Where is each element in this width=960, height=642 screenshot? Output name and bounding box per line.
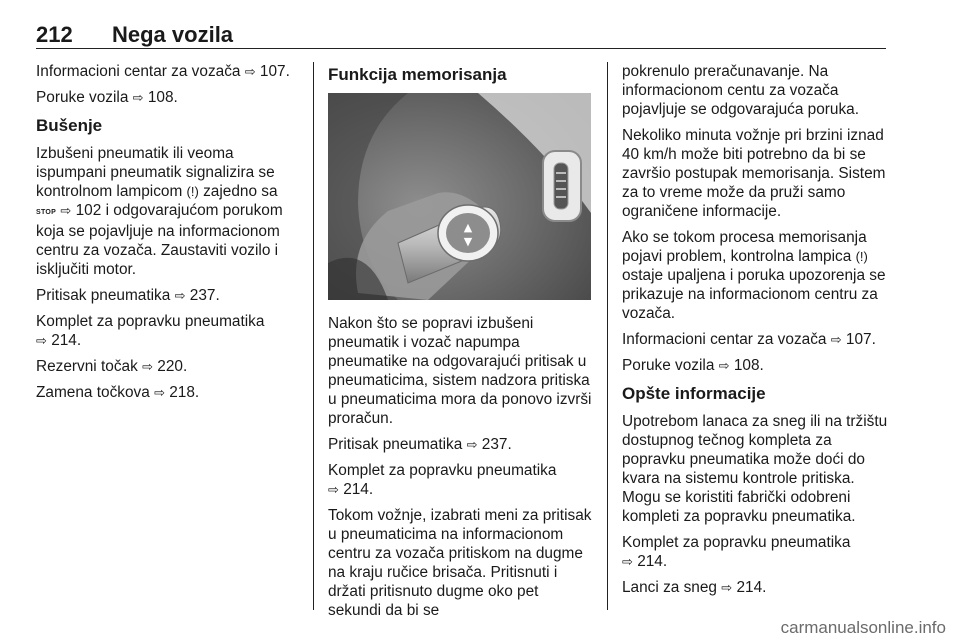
- reference-arrow-icon: ⇨: [466, 437, 478, 452]
- section-heading-puncture: Bušenje: [36, 116, 103, 135]
- reference-arrow-icon: ⇨: [328, 482, 339, 497]
- arrow-down-icon: ▼: [463, 235, 473, 248]
- reference-arrow-icon: ⇨: [154, 385, 165, 400]
- section-heading-general: Opšte informacije: [622, 384, 766, 403]
- reference-arrow-icon: ⇨: [36, 333, 47, 348]
- xref-spare-wheel[interactable]: Rezervni točak ⇨ 220.: [36, 358, 188, 375]
- section-heading-memory: Funkcija memorisanja: [328, 65, 507, 84]
- column-middle: [328, 62, 593, 627]
- header-divider: [36, 48, 886, 49]
- reference-arrow-icon: ⇨: [718, 358, 730, 373]
- tyre-pressure-warning-icon: (!): [186, 184, 199, 199]
- general-paragraph: Upotrebom lanaca za sneg ili na tržištu dostupnog tečnog kompleta za popravku pneumatika može doći do kvara na sistemu kontrole pritiska. Mogu se koristiti fabrički odobreni kompleti za popravku pneumatika.: [622, 413, 888, 525]
- xref-wheel-change[interactable]: Zamena točkova ⇨ 218.: [36, 384, 200, 401]
- page-number: 212: [36, 22, 73, 47]
- xref-tyre-pressure[interactable]: Pritisak pneumatika ⇨ 237.: [36, 287, 220, 304]
- reference-arrow-icon: ⇨: [142, 359, 153, 374]
- xref-vehicle-messages-2[interactable]: Poruke vozila ⇨ 108.: [622, 357, 764, 374]
- puncture-paragraph: Izbušeni pneumatik ili veoma ispumpani pneumatik signalizira se kontrolnom lampicom (!) zajedno sa STOP ⇨ 102 i odgovarajućom porukom koja se pojavljuje na informacionom centru za vozača. Zaustaviti vozilo i isključiti motor.: [36, 145, 283, 278]
- xref-snow-chains[interactable]: Lanci za sneg ⇨ 214.: [622, 579, 767, 596]
- xref-info-center[interactable]: Informacioni centar za vozača ⇨ 107.: [36, 63, 290, 80]
- column-right: [622, 62, 888, 604]
- watermark: carmanualsonline.info: [780, 618, 946, 637]
- memory-paragraph-5: Ako se tokom procesa memorisanja pojavi problem, kontrolna lampica (!) ostaje upaljena i poruka upozorenja se prikazuje na informacionom centru za vozača.: [622, 229, 886, 322]
- memory-paragraph-3: pokrenulo preračunavanje. Na informacionom centu za vozača pojavljuje se odgovarajuća poruka.: [622, 63, 859, 118]
- xref-vehicle-messages[interactable]: Poruke vozila ⇨ 108.: [36, 89, 178, 106]
- xref-tyre-pressure-2[interactable]: Pritisak pneumatika ⇨ 237.: [328, 436, 512, 453]
- arrow-up-icon: ▲: [463, 221, 473, 234]
- reference-arrow-icon: ⇨: [721, 580, 733, 595]
- stop-icon: STOP: [36, 209, 57, 216]
- memory-paragraph-2: Tokom vožnje, izabrati meni za pritisak u pneumaticima na informacionom centru za vozača pritiskom na dugme na kraju ručice brisača. Pritisnuti i držati pritisnuto dugme oko pet sekundi da bi se: [328, 507, 592, 619]
- memory-paragraph-4: Nekoliko minuta vožnje pri brzini iznad 40 km/h može biti potrebno da bi se završio postupak memorisanja. Sistem za to vreme može da pruži samo ograničene informacije.: [622, 127, 886, 220]
- reference-arrow-icon: ⇨: [244, 64, 256, 79]
- xref-repair-kit-2[interactable]: Komplet za popravku pneumatika ⇨ 214.: [328, 462, 557, 498]
- tyre-pressure-warning-icon: (!): [855, 249, 868, 264]
- reference-arrow-icon: ⇨: [174, 288, 186, 303]
- reference-arrow-icon: ⇨: [622, 554, 633, 569]
- column-divider: [607, 62, 608, 610]
- reference-arrow-icon: ⇨: [830, 332, 842, 347]
- xref-info-center-2[interactable]: Informacioni centar za vozača ⇨ 107.: [622, 331, 876, 348]
- xref-stop-page[interactable]: 102: [75, 202, 102, 219]
- wiper-stalk-illustration: [328, 93, 591, 300]
- reference-arrow-icon: ⇨: [132, 90, 144, 105]
- xref-repair-kit[interactable]: Komplet za popravku pneumatika ⇨ 214.: [36, 313, 265, 349]
- page-title: Nega vozila: [112, 22, 234, 47]
- column-divider: [313, 62, 314, 610]
- column-left: [36, 62, 298, 409]
- reference-arrow-icon: ⇨: [60, 203, 72, 218]
- xref-repair-kit-3[interactable]: Komplet za popravku pneumatika ⇨ 214.: [622, 534, 851, 570]
- memory-paragraph-1: Nakon što se popravi izbušeni pneumatik i vozač napumpa pneumatike na odgovarajući pritisak u pneumaticima, sistem nadzora pritiska u pneumaticima mora da ponovo izvrši proračun.: [328, 315, 592, 427]
- page-header: [36, 14, 886, 50]
